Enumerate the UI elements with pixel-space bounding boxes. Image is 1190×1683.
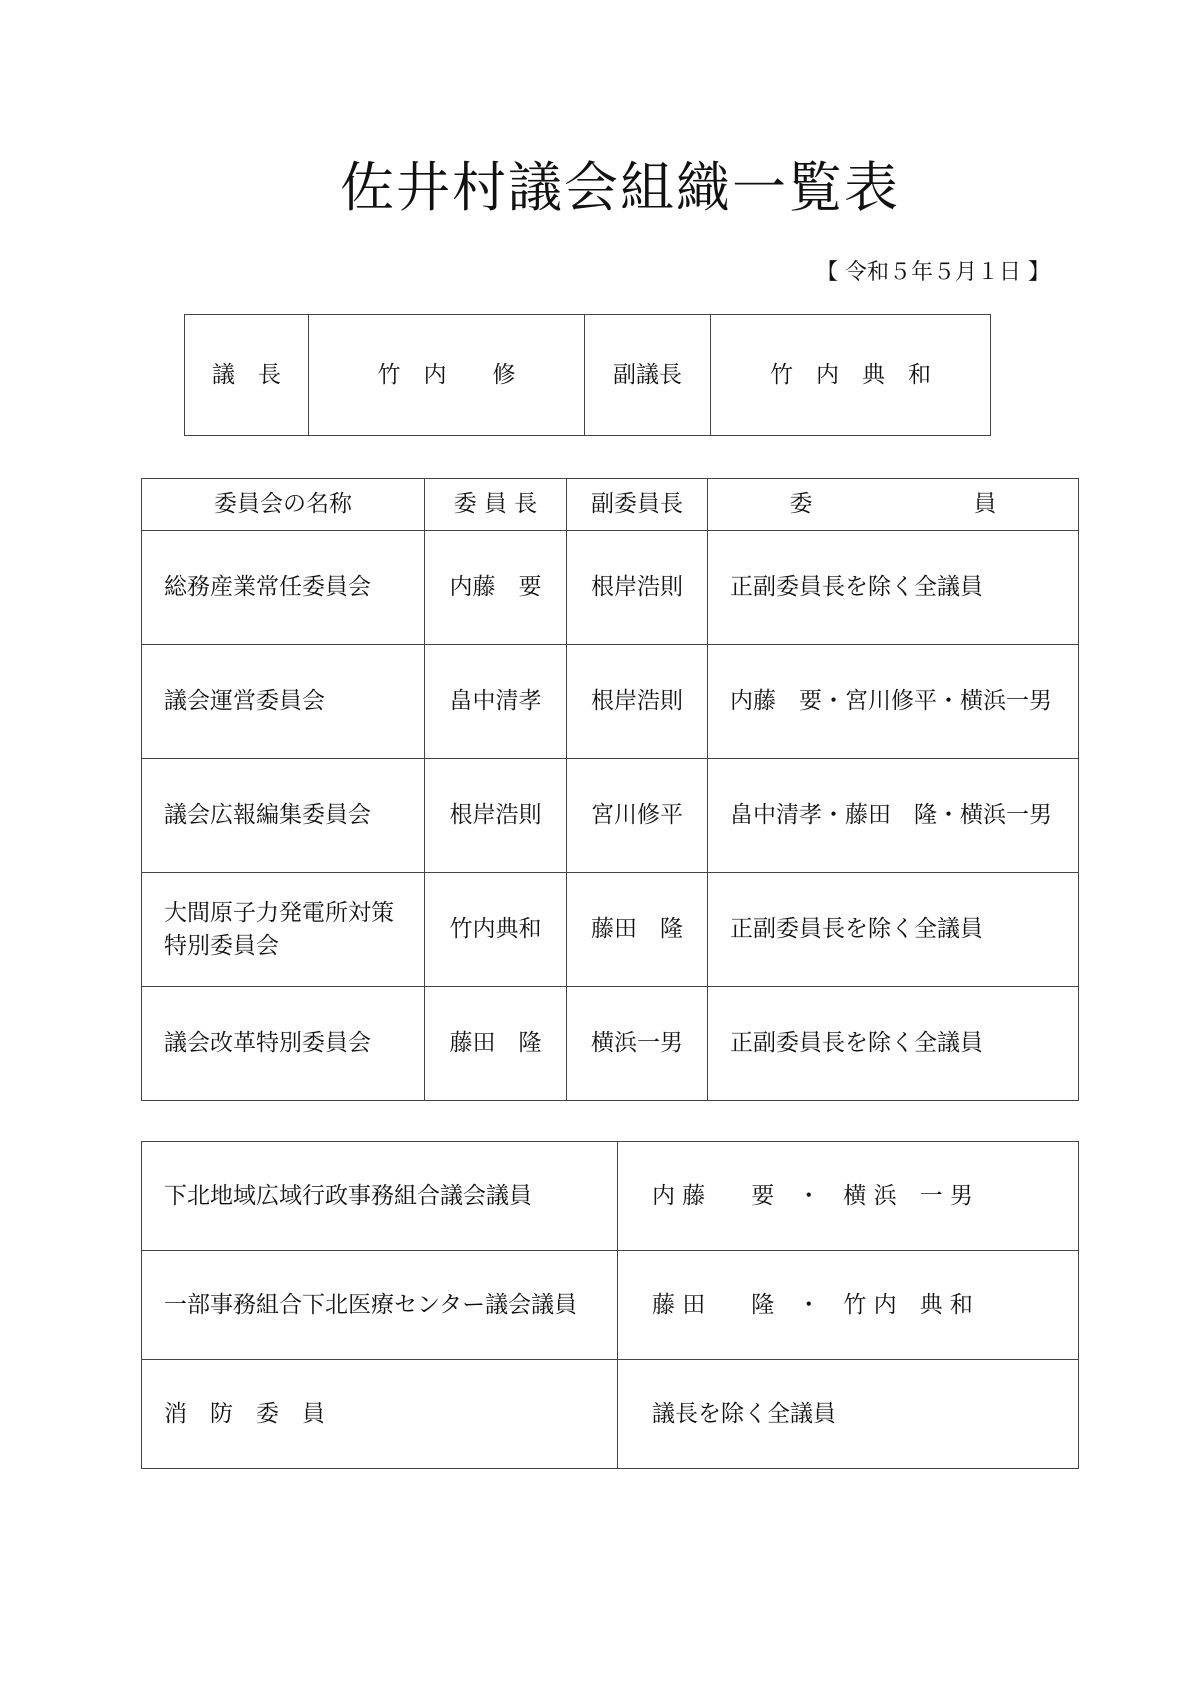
- committee-name: 総務産業常任委員会: [142, 531, 425, 645]
- committee-members: 畠中清孝・藤田 隆・横浜一男: [708, 759, 1079, 873]
- organization-members: 藤 田 隆 ・ 竹 内 典 和: [618, 1251, 1079, 1360]
- committee-name: 議会運営委員会: [142, 645, 425, 759]
- committee-name: 議会改革特別委員会: [142, 987, 425, 1101]
- committee-members: 正副委員長を除く全議員: [708, 531, 1079, 645]
- organization-name: 一部事務組合下北医療センター議会議員: [142, 1251, 618, 1360]
- committee-members: 内藤 要・宮川修平・横浜一男: [708, 645, 1079, 759]
- table-row: [142, 1142, 1079, 1251]
- table-row: [142, 531, 1079, 645]
- vice-chair-label: 副議長: [585, 315, 711, 436]
- committee-name: 大間原子力発電所対策 特別委員会: [142, 873, 425, 987]
- column-header: 委員会の名称: [142, 479, 425, 531]
- committee-vice-chair: 根岸浩則: [567, 645, 708, 759]
- leadership-table: [184, 314, 991, 436]
- table-row: [142, 645, 1079, 759]
- committee-members: 正副委員長を除く全議員: [708, 873, 1079, 987]
- organization-name: 消 防 委 員: [142, 1360, 618, 1469]
- committee-vice-chair: 根岸浩則: [567, 531, 708, 645]
- committee-chair: 竹内典和: [425, 873, 567, 987]
- committee-members: 正副委員長を除く全議員: [708, 987, 1079, 1101]
- table-row: [142, 987, 1079, 1101]
- chair-name: 竹 内 修: [309, 315, 585, 436]
- committee-chair: 根岸浩則: [425, 759, 567, 873]
- organization-members: 内 藤 要 ・ 横 浜 一 男: [618, 1142, 1079, 1251]
- page-title: 佐井村議会組織一覧表: [340, 156, 900, 219]
- committee-name: 議会広報編集委員会: [142, 759, 425, 873]
- organization-members: 議長を除く全議員: [618, 1360, 1079, 1469]
- table-row: [142, 1251, 1079, 1360]
- column-header: 副委員長: [567, 479, 708, 531]
- vice-chair-name: 竹 内 典 和: [711, 315, 991, 436]
- external-assignments-table: [141, 1141, 1079, 1469]
- column-header: 委 員: [708, 479, 1079, 531]
- committee-chair: 畠中清孝: [425, 645, 567, 759]
- committee-chair: 藤田 隆: [425, 987, 567, 1101]
- committees-table: [141, 478, 1079, 1101]
- leadership-row: [185, 315, 991, 436]
- date-label: 【 令和５年５月１日 】: [816, 260, 1050, 285]
- table-row: [142, 759, 1079, 873]
- table-row: [142, 873, 1079, 987]
- organization-name: 下北地域広域行政事務組合議会議員: [142, 1142, 618, 1251]
- committee-vice-chair: 横浜一男: [567, 987, 708, 1101]
- chair-label: 議 長: [185, 315, 309, 436]
- committee-vice-chair: 宮川修平: [567, 759, 708, 873]
- committees-header-row: [142, 479, 1079, 531]
- table-row: [142, 1360, 1079, 1469]
- committee-chair: 内藤 要: [425, 531, 567, 645]
- committee-vice-chair: 藤田 隆: [567, 873, 708, 987]
- column-header: 委 員 長: [425, 479, 567, 531]
